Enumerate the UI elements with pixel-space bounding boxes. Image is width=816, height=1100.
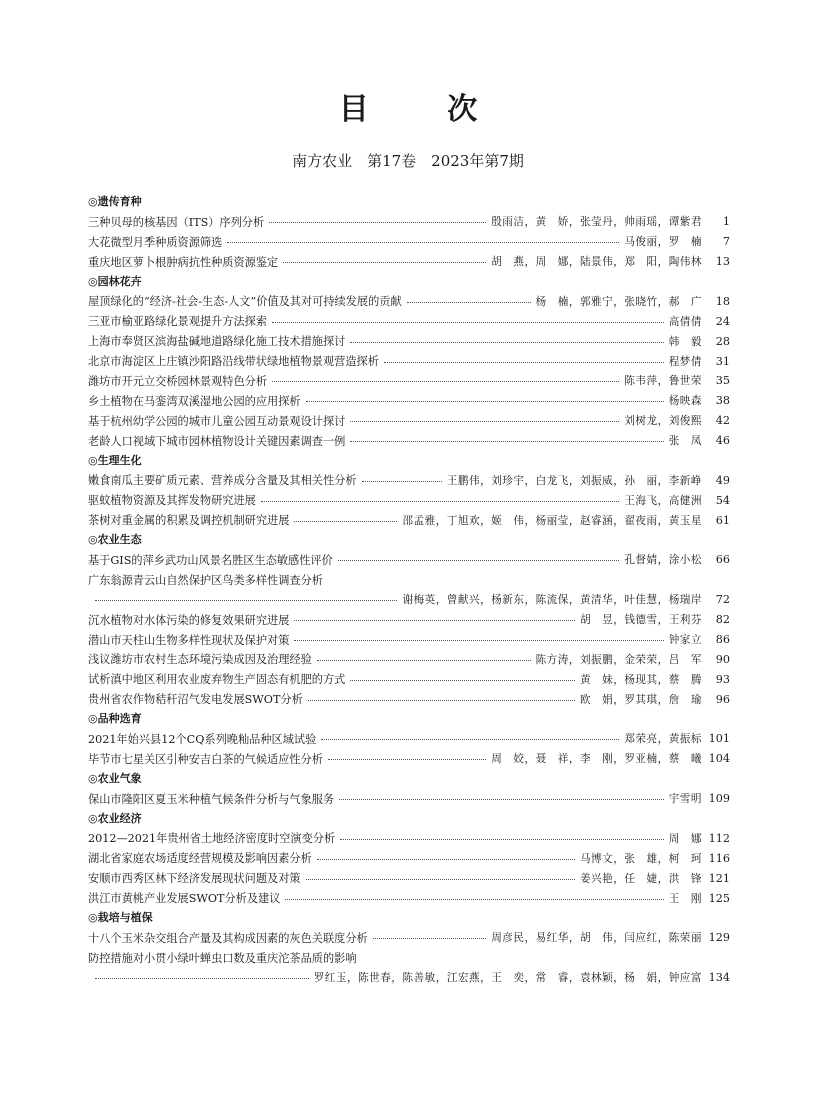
toc-entry[interactable]: [88, 431, 730, 451]
toc-entry-continuation[interactable]: [88, 968, 730, 988]
toc-entry[interactable]: [88, 669, 730, 689]
entry-page-number: 31: [715, 354, 730, 368]
toc-entry[interactable]: [88, 232, 730, 252]
toc-entry[interactable]: [88, 928, 730, 948]
toc-entry[interactable]: [88, 570, 730, 590]
toc-entry[interactable]: [88, 848, 730, 868]
dot-leader: [362, 481, 442, 482]
entry-page-number: 72: [715, 593, 730, 607]
entry-title: 洪江市黄桃产业发展SWOT分析及建议: [88, 892, 281, 906]
entry-authors: 胡 燕，周 娜，陆景伟，郑 阳，陶伟林: [491, 256, 702, 269]
toc-entry[interactable]: [88, 470, 730, 490]
toc-entry[interactable]: [88, 291, 730, 311]
entry-authors: 姜兴艳，任 婕，洪 锋: [579, 872, 702, 885]
entry-authors: 马博文，张 雄，柯 珂: [579, 852, 702, 865]
entry-authors: 钟家立: [668, 634, 702, 647]
entry-authors: 罗红玉，陈世春，陈善敏，江宏燕，王 奕，常 睿，袁林颖，杨 娟，钟应富: [313, 972, 702, 985]
entry-page-number: 112: [708, 831, 730, 845]
entry-title: 重庆地区萝卜根肿病抗性种质资源鉴定: [88, 255, 279, 269]
entry-page-number: 93: [715, 672, 730, 686]
entry-authors: 周 娜: [668, 832, 702, 845]
entry-title: 沉水植物对水体污染的修复效果研究进展: [88, 613, 290, 627]
dot-leader: [294, 640, 663, 641]
entry-title: 基于GIS的萍乡武功山风景名胜区生态敏感性评价: [88, 553, 333, 567]
entry-page-number: 13: [715, 255, 730, 269]
toc-entry[interactable]: [88, 689, 730, 709]
dot-leader: [261, 501, 620, 502]
entry-authors: 邵孟雅，丁旭欢，姬 伟，杨丽莹，赵睿涵，翟夜雨，黄玉星: [402, 514, 702, 527]
dot-leader: [317, 859, 575, 860]
dot-leader: [227, 242, 619, 243]
entry-authors: 王 刚: [668, 892, 702, 905]
toc-entry[interactable]: [88, 510, 730, 530]
section-heading: ◎遗传育种: [88, 195, 142, 208]
toc-entry[interactable]: [88, 411, 730, 431]
dot-leader: [350, 680, 575, 681]
entry-authors: 黄 妹，杨现其，蔡 腾: [579, 673, 702, 686]
dot-leader: [269, 222, 486, 223]
entry-title: 2012—2021年贵州省土地经济密度时空演变分析: [88, 832, 336, 846]
dot-leader: [306, 879, 575, 880]
entry-title: 大花微型月季种质资源筛选: [88, 235, 223, 249]
toc-entry[interactable]: [88, 888, 730, 908]
toc-entry[interactable]: [88, 630, 730, 650]
entry-authors: 宇雪明: [668, 793, 702, 806]
entry-title: 基于杭州幼学公园的城市儿童公园互动景观设计探讨: [88, 414, 346, 428]
section-heading: ◎品种选育: [88, 712, 142, 726]
entry-authors: 陈方涛，刘振鹏，金荣荣，吕 军: [535, 653, 702, 666]
entry-page-number: 49: [715, 473, 730, 487]
entry-authors: 胡 昱，钱德雪，王利芬: [579, 614, 702, 627]
toc-entry[interactable]: [88, 749, 730, 769]
entry-page-number: 66: [715, 553, 730, 567]
entry-title: 北京市海淀区上庄镇沙阳路沿线带状绿地植物景观营造探析: [88, 355, 379, 369]
dot-leader: [306, 401, 664, 402]
toc-entry[interactable]: [88, 868, 730, 888]
entry-authors: 韩 毅: [668, 335, 702, 348]
entry-page-number: 7: [722, 235, 730, 249]
dot-leader: [285, 899, 663, 900]
toc-entry[interactable]: [88, 391, 730, 411]
dot-leader: [272, 381, 619, 382]
entry-page-number: 1: [722, 215, 730, 229]
toc-entry[interactable]: [88, 649, 730, 669]
dot-leader: [407, 302, 531, 303]
entry-authors: 高倩倩: [668, 315, 702, 328]
table-of-contents: [88, 192, 730, 988]
dot-leader: [283, 262, 486, 263]
entry-title: 潍坊市开元立交桥园林景观特色分析: [88, 374, 268, 388]
entry-title: 防控措施对小贯小绿叶蝉虫口数及重庆沱茶品质的影响: [88, 951, 357, 965]
toc-entry-continuation[interactable]: [88, 590, 730, 610]
entry-authors: 殷雨洁，黄 娇，张莹丹，帅雨瑶，谭紫君: [491, 216, 702, 229]
entry-page-number: 90: [715, 652, 730, 666]
entry-title: 保山市隆阳区夏玉米种植气候条件分析与气象服务: [88, 792, 335, 806]
entry-page-number: 86: [715, 633, 730, 647]
dot-leader: [95, 600, 397, 601]
entry-authors: 欧 娟，罗其琪，詹 瑜: [579, 693, 702, 706]
entry-page-number: 18: [715, 294, 730, 308]
toc-entry[interactable]: [88, 490, 730, 510]
entry-page-number: 125: [708, 891, 730, 905]
toc-entry[interactable]: [88, 610, 730, 630]
dot-leader: [95, 978, 309, 979]
dot-leader: [328, 759, 486, 760]
dot-leader: [373, 938, 487, 939]
entry-title: 嫩食南瓜主要矿质元素、营养成分含量及其相关性分析: [88, 474, 357, 488]
dot-leader: [294, 521, 397, 522]
toc-entry[interactable]: [88, 371, 730, 391]
entry-title: 浅议潍坊市农村生态环境污染成因及治理经验: [88, 653, 312, 667]
entry-title: 湖北省家庭农场适度经营规模及影响因素分析: [88, 852, 312, 866]
entry-page-number: 46: [715, 434, 730, 448]
entry-authors: 周 姣，聂 祥，李 刚，罗亚楠，蔡 曦: [491, 753, 702, 766]
entry-authors: 刘树龙，刘俊熙: [624, 415, 702, 428]
entry-page-number: 24: [715, 314, 730, 328]
section-heading: ◎生理生化: [88, 453, 142, 467]
entry-authors: 张 凤: [668, 435, 702, 448]
entry-page-number: 82: [715, 613, 730, 627]
dot-leader: [294, 620, 575, 621]
entry-authors: 马俊丽，罗 楠: [624, 236, 702, 249]
entry-authors: 杨映森: [668, 395, 702, 408]
journal-issue-subtitle: 南方农业 第17卷 2023年第7期: [292, 152, 524, 170]
entry-title: 十八个玉米杂交组合产量及其构成因素的灰色关联度分析: [88, 931, 368, 945]
toc-entry[interactable]: [88, 829, 730, 849]
dot-leader: [350, 421, 619, 422]
section-heading: ◎栽培与植保: [88, 911, 153, 925]
entry-title: 试析滇中地区利用农业废弃物生产固态有机肥的方式: [88, 673, 346, 687]
entry-page-number: 129: [708, 931, 730, 945]
entry-page-number: 134: [708, 971, 730, 985]
entry-authors: 周彦民，易红华，胡 伟，闫应红，陈荣丽: [491, 932, 702, 945]
entry-page-number: 121: [708, 871, 730, 885]
dot-leader: [340, 839, 664, 840]
entry-title: 上海市奉贤区滨海盐碱地道路绿化施工技术措施探讨: [88, 335, 346, 349]
entry-title: 屋顶绿化的“经济-社会-生态-人文”价值及其对可持续发展的贡献: [88, 295, 402, 309]
page-title: 目 次: [338, 92, 512, 127]
entry-title: 茶树对重金属的积累及调控机制研究进展: [88, 514, 290, 528]
toc-entry[interactable]: [88, 311, 730, 331]
entry-authors: 王鹏伟，刘珍宇，白龙飞，刘振威，孙 丽，李新峥: [446, 474, 702, 487]
toc-entry[interactable]: [88, 252, 730, 272]
entry-title: 三亚市榆亚路绿化景观提升方法探索: [88, 315, 268, 329]
toc-entry[interactable]: [88, 351, 730, 371]
entry-page-number: 109: [708, 792, 730, 806]
entry-page-number: 54: [715, 493, 730, 507]
entry-page-number: 61: [715, 513, 730, 527]
entry-title: 老龄人口视域下城市园林植物设计关键因素调查一例: [88, 434, 346, 448]
entry-title: 三种贝母的核基因（ITS）序列分析: [88, 215, 265, 229]
entry-authors: 孔督婧，涂小松: [624, 554, 702, 567]
section-heading: ◎园林花卉: [88, 274, 142, 288]
toc-entry[interactable]: [88, 550, 730, 570]
dot-leader: [338, 560, 620, 561]
entry-title: 贵州省农作物秸秆沼气发电发展SWOT分析: [88, 693, 303, 707]
entry-page-number: 96: [715, 692, 730, 706]
entry-authors: 程梦倩: [668, 355, 702, 368]
dot-leader: [272, 322, 664, 323]
toc-entry[interactable]: [88, 212, 730, 232]
dot-leader: [350, 342, 663, 343]
entry-page-number: 42: [715, 414, 730, 428]
toc-entry[interactable]: [88, 948, 730, 968]
dot-leader: [384, 362, 664, 363]
section-heading: ◎农业生态: [88, 533, 142, 547]
entry-title: 广东翁源青云山自然保护区鸟类多样性调查分析: [88, 573, 323, 587]
entry-page-number: 101: [708, 732, 730, 746]
entry-authors: 王海飞，高健洲: [624, 494, 702, 507]
dot-leader: [350, 441, 663, 442]
entry-page-number: 35: [715, 374, 730, 388]
entry-page-number: 104: [708, 752, 730, 766]
entry-page-number: 116: [708, 851, 730, 865]
entry-authors: 陈韦萍，鲁世荣: [624, 375, 702, 388]
entry-authors: 杨 楠，郭雅宁，张晓竹，郝 广: [535, 295, 702, 308]
toc-entry[interactable]: [88, 729, 730, 749]
entry-title: 潜山市天柱山生物多样性现状及保护对策: [88, 633, 290, 647]
section-heading: ◎农业经济: [88, 811, 142, 825]
dot-leader: [321, 739, 619, 740]
toc-entry[interactable]: [88, 789, 730, 809]
section-heading: ◎农业气象: [88, 771, 142, 785]
dot-leader: [317, 660, 531, 661]
entry-authors: 谢梅英，曾献兴，杨新东，陈流保，黄清华，叶佳慧，杨瑞岸: [402, 594, 702, 607]
entry-page-number: 28: [715, 334, 730, 348]
dot-leader: [308, 700, 575, 701]
entry-title: 2021年始兴县12个CQ系列晚籼品种区域试验: [88, 732, 317, 746]
entry-title: 毕节市七星关区引种安吉白茶的气候适应性分析: [88, 752, 323, 766]
toc-entry[interactable]: [88, 331, 730, 351]
entry-page-number: 38: [715, 394, 730, 408]
entry-title: 驱蚊植物资源及其挥发物研究进展: [88, 494, 256, 508]
entry-title: 安顺市西秀区林下经济发展现状问题及对策: [88, 872, 301, 886]
entry-title: 乡土植物在马銮湾双溪湿地公园的应用探析: [88, 394, 301, 408]
dot-leader: [339, 799, 664, 800]
entry-authors: 郑荣亮，黄振标: [624, 733, 702, 746]
